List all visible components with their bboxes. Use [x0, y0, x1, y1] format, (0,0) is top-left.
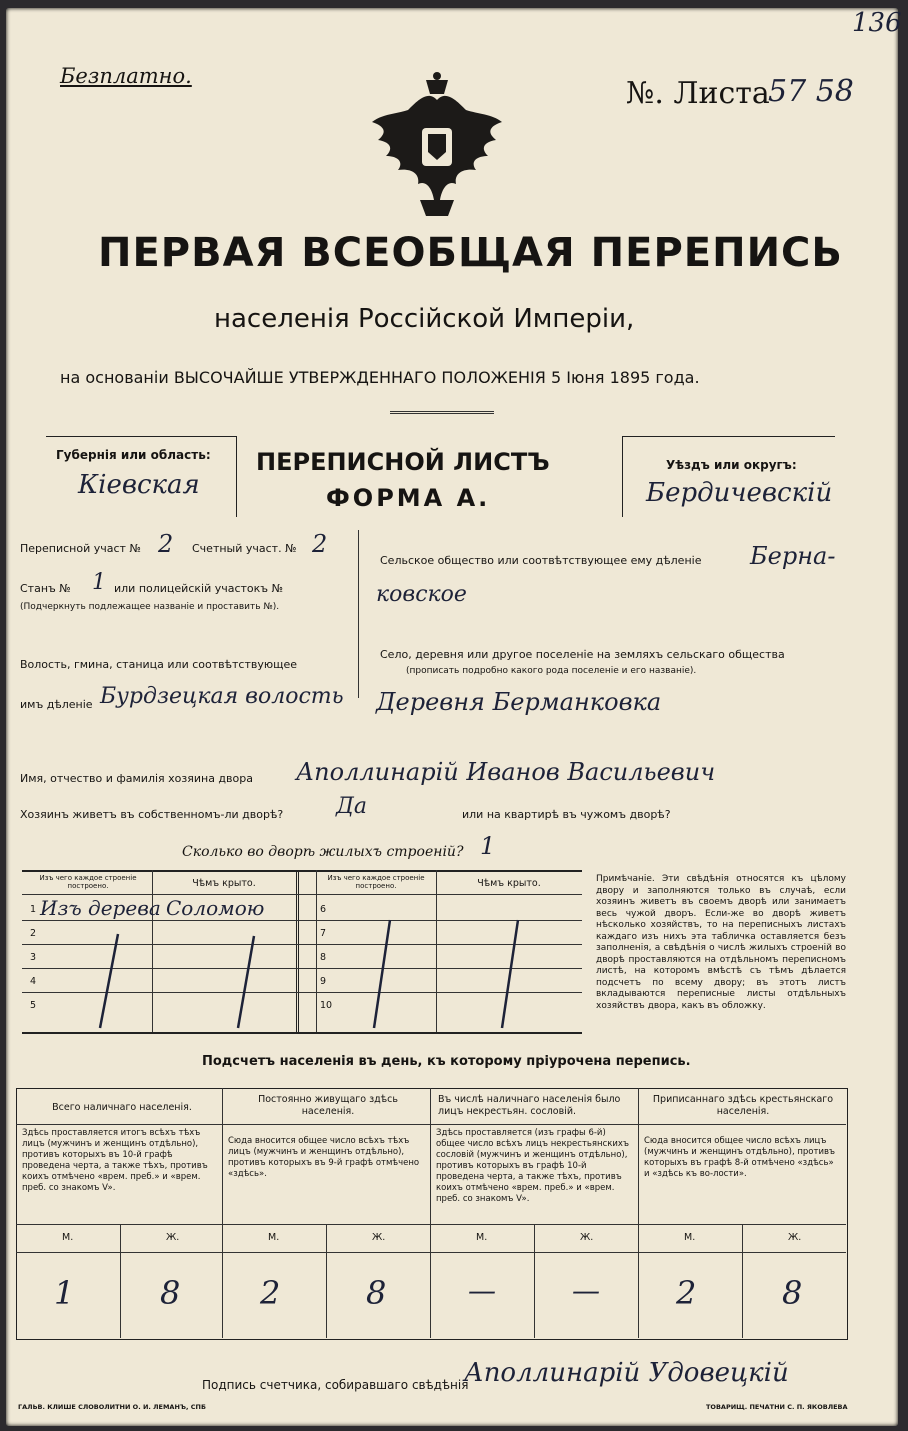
count-value: 8: [160, 1274, 181, 1312]
row1-material: Изъ дерева: [40, 896, 161, 920]
owner-label: Имя, отчество и фамилія хозяина двора: [20, 772, 253, 785]
sheet-number-value: 57 58: [768, 74, 854, 109]
row-num: 4: [30, 976, 37, 987]
count-col-desc: Сюда вносится общее число всѣхъ тѣхъ лицъ (мужчинъ и женщинъ отдѣльно), противъ которыхъ въ 9-й графѣ отмѣчено «здѣсь».: [228, 1136, 420, 1179]
signature-value: Аполлинарій Удовецкій: [464, 1358, 789, 1388]
divider-ornament: [390, 411, 494, 414]
buildings-col-material-2: Изъ чего каждое строеніе построено.: [327, 874, 425, 890]
underline-note: (Подчеркнуть подлежащее названіе и проставить №).: [20, 602, 280, 612]
uezd-label: Уѣздъ или округъ:: [666, 458, 797, 472]
main-title: ПЕРВАЯ ВСЕОБЩАЯ ПЕРЕПИСЬ: [98, 230, 843, 276]
village-label: Село, деревня или другое поселеніе на земляхъ сельскаго общества: [380, 648, 785, 661]
count-value: 1: [54, 1274, 75, 1312]
census-sheet: [6, 8, 902, 1426]
count-col-desc: Здѣсь проставляется (изъ графы 6-й) общее число всѣхъ лицъ некрестьянскихъ сословій (мужчинъ и женщинъ отдѣльно), противъ которыхъ въ графѣ 10-й проведена черта, а также тѣхъ, противъ коихъ отмѣчено «врем. преб.» и «врем. преб. со знакомъ V».: [436, 1128, 629, 1204]
own-yard-label: Хозяинъ живетъ въ собственномъ-ли дворѣ?: [20, 808, 284, 821]
count-f-header: Ж.: [580, 1232, 594, 1243]
count-f-header: Ж.: [372, 1232, 386, 1243]
count-col-desc: Сюда вносится общее число всѣхъ лицъ (мужчинъ и женщинъ отдѣльно), противъ которыхъ въ графѣ 8-й отмѣчено «здѣсь» и «здѣсь къ во-лости».: [644, 1136, 835, 1179]
dash-strokes: [22, 870, 582, 1032]
gubernia-value: Кіевская: [78, 470, 200, 500]
row-num: 6: [320, 904, 327, 915]
row-num: 3: [30, 952, 37, 963]
sheet-number-label: №. Листа: [626, 76, 770, 111]
rent-label: или на квартирѣ въ чужомъ дворѣ?: [462, 808, 671, 821]
village-value: Деревня Берманковка: [376, 688, 662, 716]
buildings-label: Сколько во дворѣ жилыхъ строеній?: [182, 844, 464, 860]
perepisnoy-label: Переписной участ №: [20, 542, 141, 555]
row-num: 7: [320, 928, 327, 939]
imperial-eagle-emblem: [368, 70, 506, 220]
subtitle: населенія Россійской Имперіи,: [214, 304, 635, 334]
owner-value: Аполлинарій Иванов Васильевич: [296, 758, 716, 786]
row-num: 2: [30, 928, 37, 939]
own-yard-value: Да: [336, 794, 368, 819]
count-f-header: Ж.: [166, 1232, 180, 1243]
buildings-note: Примѣчаніе. Эти свѣдѣнія относятся къ цѣлому двору и заполняются только въ случаѣ, если хозяинъ живетъ въ своемъ дворѣ или занимаетъ весь чужой дворъ. Если-же во дворѣ живетъ нѣсколько хозяйствъ, то на переписныхъ листахъ каждаго изъ нихъ эта табличка оставляется безъ заполненія, а свѣдѣнія о числѣ жилыхъ строеній во дворѣ проставляются на отдѣльномъ переписномъ листѣ, на которомъ вмѣстѣ съ тѣмъ дѣлается подсчетъ по всему двору; въ этотъ листъ вкладываются переписные листы отдѣльныхъ хозяйствъ двора, какъ въ обложку.: [596, 874, 846, 1011]
perepisnoy-value: 2: [158, 530, 174, 558]
count-f-header: Ж.: [788, 1232, 802, 1243]
row-num: 9: [320, 976, 327, 987]
stan-label: Станъ №: [20, 582, 71, 595]
society-value: Берна-: [750, 542, 836, 570]
gubernia-label: Губернія или область:: [56, 448, 211, 462]
volost-label: Волость, гмина, станица или соотвѣтствующее: [20, 658, 298, 671]
form-name: ФОРМА А.: [326, 484, 491, 512]
police-label: или полицейскій участокъ №: [114, 582, 284, 595]
schetny-value: 2: [312, 530, 328, 558]
printer-right: ТОВАРИЩ. ПЕЧАТНИ С. П. ЯКОВЛЕВА: [706, 1403, 848, 1411]
society-value-2: ковское: [376, 582, 467, 607]
count-heading: Подсчетъ населенія въ день, къ которому пріурочена перепись.: [202, 1054, 691, 1069]
count-col-desc: Здѣсь проставляется итогъ всѣхъ тѣхъ лицъ (мужчинъ и женщинъ отдѣльно), противъ которыхъ въ 10-й графѣ проведена черта, а также тѣхъ, противъ коихъ отмѣчено «врем. преб.» и «врем. преб. со знакомъ V».: [22, 1128, 208, 1193]
count-col-title: Всего наличнаго населенія.: [52, 1102, 192, 1113]
stan-value: 1: [92, 570, 106, 595]
count-value: 2: [260, 1274, 281, 1312]
corner-number: 136: [852, 8, 902, 38]
count-col-title: Въ числѣ наличнаго населенія было лицъ некрестьян. сословій.: [438, 1094, 621, 1117]
row-num: 1: [30, 904, 37, 915]
count-m-header: М.: [62, 1232, 74, 1243]
count-value: 2: [676, 1274, 697, 1312]
volost-value: Бурдзецкая волость: [100, 684, 344, 709]
count-m-header: М.: [684, 1232, 696, 1243]
count-m-header: М.: [268, 1232, 280, 1243]
signature-label: Подпись счетчика, собиравшаго свѣдѣнія: [202, 1378, 469, 1392]
society-label: Сельское общество или соотвѣтствующее ему дѣленіе: [380, 554, 702, 567]
row1-roof: Соломою: [166, 896, 265, 920]
field-divider: [358, 530, 359, 698]
volost-label-2: имъ дѣленіе: [20, 698, 93, 711]
schetny-label: Счетный участ. №: [192, 542, 297, 555]
village-note: (прописать подробно какого рода поселеніе и его названіе).: [406, 666, 697, 676]
buildings-col-material: Изъ чего каждое строеніе построено.: [39, 874, 137, 890]
form-title: ПЕРЕПИСНОЙ ЛИСТЪ: [256, 448, 550, 476]
count-col-title: Приписаннаго здѣсь крестьянскаго населенія.: [652, 1094, 834, 1117]
row-num: 5: [30, 1000, 37, 1011]
printer-left: ГАЛЬВ. КЛИШЕ СЛОВОЛИТНИ О. И. ЛЕМАНЪ, СПБ: [18, 1403, 206, 1411]
count-value: 8: [782, 1274, 803, 1312]
buildings-col-roof-2: Чѣмъ крыто.: [477, 878, 541, 889]
free-label: Безплатно.: [60, 64, 192, 88]
uezd-value: Бердичевскій: [646, 478, 833, 508]
buildings-col-roof: Чѣмъ крыто.: [192, 878, 256, 889]
row-num: 10: [320, 1000, 333, 1011]
legal-basis: на основаніи ВЫСОЧАЙШЕ УТВЕРЖДЕННАГО ПОЛОЖЕНІЯ 5 Іюня 1895 года.: [60, 368, 700, 387]
count-value: —: [468, 1274, 496, 1307]
count-col-title: Постоянно живущаго здѣсь населенія.: [258, 1094, 398, 1117]
buildings-value: 1: [480, 832, 496, 860]
count-m-header: М.: [476, 1232, 488, 1243]
count-value: 8: [366, 1274, 387, 1312]
count-value: —: [572, 1274, 600, 1307]
row-num: 8: [320, 952, 327, 963]
